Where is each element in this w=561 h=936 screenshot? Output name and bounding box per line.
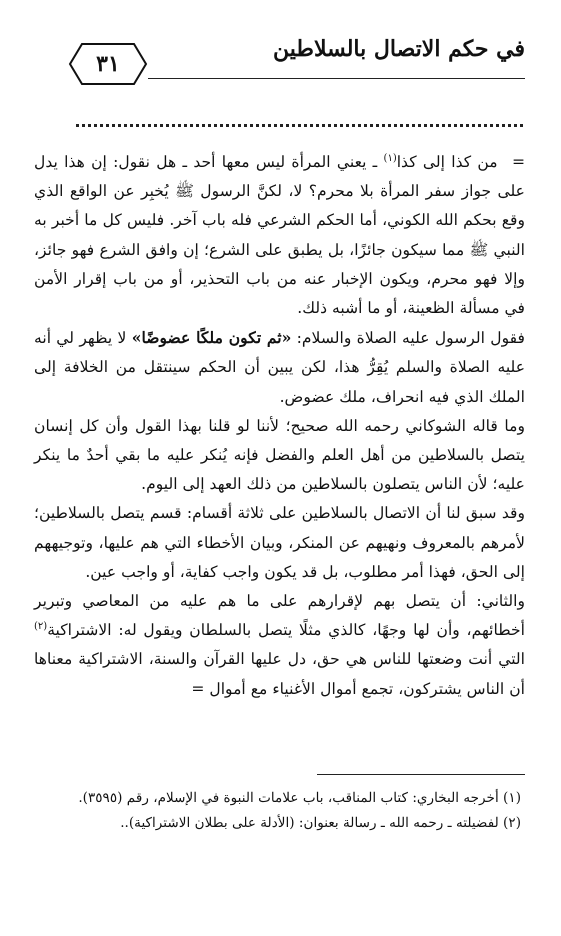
paragraph-5-text-a: والثاني: أن يتصل بهم لإقرارهم على ما هم عليه من المعاصي وتبرير أخطائهم، وأن لها وجهًا، كالذي مثلًا يتصل بالسلطان ويقول له: الاشتراكية bbox=[34, 592, 525, 640]
dotted-separator bbox=[76, 124, 523, 127]
footnote-ref-1[interactable]: (١) bbox=[383, 152, 397, 164]
hadith-quote: «ثم تكون ملكًا عضوضًا» bbox=[131, 328, 292, 348]
paragraph-5-text-b: التي أنت وضعتها للناس هي حق، دل عليها القرآن والسنة، الاشتراكية معناها أن الناس يشتركون، تجمع أموال الأغنياء مع أموال bbox=[34, 650, 525, 698]
paragraph-1 bbox=[34, 148, 525, 323]
footnotes bbox=[41, 786, 521, 836]
continuation-mark: = bbox=[511, 153, 526, 171]
paragraph-2 bbox=[34, 323, 525, 412]
footnote-2: (٢) لفضيلته ـ رحمه الله ـ رسالة بعنوان: (الأدلة على بطلان الاشتراكية).. bbox=[120, 815, 521, 831]
paragraph-1-text-b: ـ يعني المرأة ليس معها أحد ـ هل نقول: إن هذا يدل على جواز سفر المرأة بلا محرم؟ لا، لكنَّ الرسول ﷺ يُخبِر عن الواقع الذي وقع بحكم الله الكوني، أما الحكم الشرعي فله باب آخر. فليس كل ما أخبر به النبي ﷺ مما سيكون جائزًا، بل يطبق على الشرع؛ إن وافق الشرع فهو جائز، وإلا فهو محرم، ويكون الإخبار عنه من باب التحذير، أو من باب إقرار الأمن في مسألة الظعينة، أو ما أشبه ذلك. bbox=[34, 153, 525, 318]
page-number-badge bbox=[68, 42, 148, 86]
paragraph-3: وما قاله الشوكاني رحمه الله صحيح؛ لأننا لو قلنا بهذا القول وأن كل إنسان يتصل بالسلاطين من أهل العلم والفضل فإنه يُنكر عليه ما بقي أحدٌ ما ينكر عليه؛ لأن الناس يتصلون بالسلاطين من ذلك العهد إلى اليوم. bbox=[34, 416, 525, 494]
paragraph-1-text-a: من كذا إلى كذا bbox=[396, 153, 498, 171]
footnote-rule bbox=[317, 774, 525, 775]
running-title: في حكم الاتصال بالسلاطين bbox=[273, 36, 525, 62]
page-number: ٣١ bbox=[96, 51, 120, 77]
header-rule bbox=[148, 78, 525, 79]
footnote-1: (١) أخرجه البخاري: كتاب المناقب، باب علامات النبوة في الإسلام، رقم (٣٥٩٥). bbox=[78, 790, 521, 806]
paragraph-4: وقد سبق لنا أن الاتصال بالسلاطين على ثلاثة أقسام: قسم يتصل بالسلاطين؛ لأمرهم بالمعروف ونهيهم عن المنكر، وبيان الأخطاء التي هم عليها، وتوجيههم إلى الحق، فهذا أمر مطلوب، بل قد يكون واجب كفاية، أو واجب عين. bbox=[34, 504, 525, 581]
paragraph-2-text-b: لا يظهر لي أنه عليه الصلاة والسلم يُقِرُّ هذا، لكن يبين أن الحكم سينتقل من الخلافة إلى الملك الذي فيه انحراف، ملك عضوض. bbox=[34, 329, 525, 406]
body-text bbox=[34, 148, 525, 704]
paragraph-2-text-a: فقول الرسول عليه الصلاة والسلام: bbox=[291, 329, 525, 348]
continuation-mark-end: = bbox=[191, 679, 205, 698]
paragraph-5 bbox=[34, 587, 525, 704]
footnote-ref-2[interactable]: (٢) bbox=[34, 621, 48, 633]
